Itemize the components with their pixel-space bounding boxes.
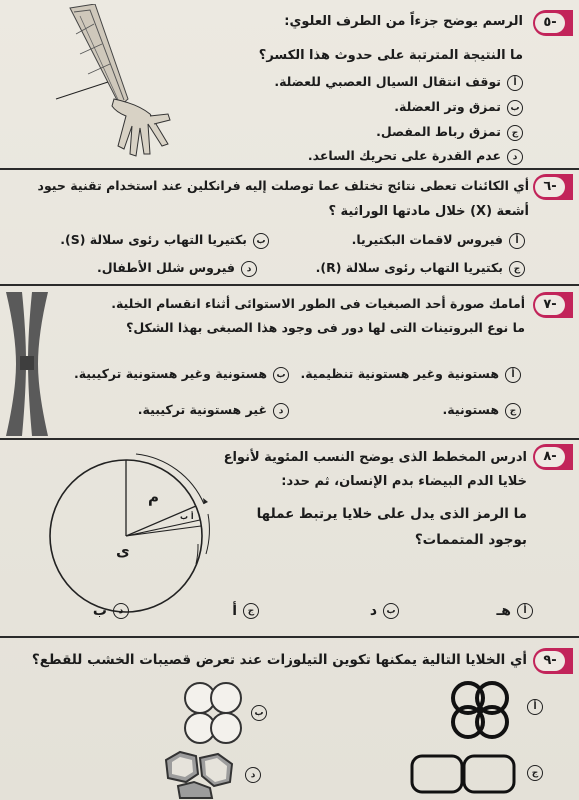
question-5-stem: ما النتيجة المترتبة على حدوث هذا الكسر؟ (258, 48, 523, 63)
q9-option-d-cells-diagram (160, 750, 240, 800)
option-letter: ج (243, 603, 259, 619)
question-7-line-2: ما نوع البروتينات التى لها دور فى وجود هذا الصبغى بهذا الشكل؟ (126, 320, 525, 335)
option-letter: د (245, 767, 261, 783)
question-8 (0, 440, 579, 638)
option-letter: ب (273, 367, 289, 383)
q5-option-b[interactable]: بتمزق وتر العضلة. (394, 99, 523, 116)
option-letter: ج (509, 261, 525, 277)
question-number-badge: -٩ (533, 648, 573, 674)
question-number-badge: -٥ (533, 10, 573, 36)
pie-label-tiny: أ ب (180, 512, 194, 521)
pie-label-small: م (148, 488, 159, 506)
option-letter: أ (507, 75, 523, 91)
arm-bone-diagram (50, 4, 190, 164)
option-letter: أ (517, 603, 533, 619)
question-9 (0, 640, 579, 800)
question-6 (0, 170, 579, 286)
option-letter: د (507, 149, 523, 165)
q7-option-c[interactable]: جهستونية. (443, 402, 521, 419)
question-number-badge: -٨ (533, 444, 573, 470)
q5-option-a[interactable]: أتوقف انتقال السيال العصبي للعضلة. (274, 74, 523, 91)
option-letter: د (241, 261, 257, 277)
question-6-line-1: أي الكائنات تعطى نتائج تختلف عما توصلت إليه فرانكلين عند استخدام تقنية حيود (37, 178, 529, 193)
option-letter: ب (383, 603, 399, 619)
option-letter: د (113, 603, 129, 619)
q8-option-b[interactable]: بد (370, 603, 399, 619)
option-letter: ج (505, 403, 521, 419)
question-6-line-2: أشعة (X) خلال مادتها الوراثية ؟ (328, 204, 529, 219)
question-8-line-3: ما الرمز الذى يدل على خلايا يرتبط عملها (256, 506, 527, 522)
question-7 (0, 286, 579, 440)
q9-option-a[interactable] (521, 698, 543, 715)
question-5-title: الرسم يوضح جزءاً من الطرف العلوي: (284, 14, 523, 29)
question-number-badge: -٧ (533, 292, 573, 318)
q6-option-b[interactable]: ببكتيريا التهاب رئوى سلالة (S). (60, 232, 269, 249)
question-number-badge: -٦ (533, 174, 573, 200)
white-blood-cell-pie-diagram (40, 444, 220, 614)
q5-option-d[interactable]: دعدم القدرة على تحريك الساعد. (308, 148, 523, 165)
q9-option-a-cells-diagram (448, 678, 512, 742)
q6-option-a[interactable]: أفيروس لاقمات البكتيريا. (352, 232, 525, 249)
q9-option-c-cells-diagram (408, 752, 518, 796)
option-letter: د (273, 403, 289, 419)
q8-option-c[interactable]: جأ (232, 603, 259, 619)
option-letter: أ (505, 367, 521, 383)
chromosome-icon (2, 292, 52, 436)
q5-option-c[interactable]: جتمزق رباط المفصل. (376, 124, 523, 141)
option-letter: ج (507, 125, 523, 141)
q7-option-a[interactable]: أهستونية وغير هستونية تنظيمية. (300, 366, 521, 383)
question-8-line-1: ادرس المخطط الذى يوضح النسب المئوية لأنواع (223, 450, 527, 465)
question-8-line-4: بوجود المتممات؟ (414, 532, 527, 548)
q6-option-d[interactable]: دفيروس شلل الأطفال. (97, 260, 257, 277)
pie-label-big: ى (116, 542, 130, 560)
option-letter: ب (507, 100, 523, 116)
q9-option-c[interactable] (521, 764, 543, 781)
q9-option-b-cells-diagram (178, 680, 248, 750)
option-letter: أ (527, 699, 543, 715)
q7-option-b[interactable]: بهستونية وغير هستونية تركيبية. (74, 366, 289, 383)
option-letter: ج (527, 765, 543, 781)
option-letter: ب (253, 233, 269, 249)
option-letter: أ (509, 233, 525, 249)
q6-option-c[interactable]: جبكتيريا التهاب رئوى سلالة (R). (316, 260, 525, 277)
question-5 (0, 0, 579, 170)
question-8-line-2: خلايا الدم البيضاء بدم الإنسان، ثم حدد: (281, 474, 527, 489)
q9-option-d[interactable] (239, 766, 261, 783)
q8-option-d[interactable]: دب (93, 603, 129, 619)
q9-option-b[interactable] (245, 704, 267, 721)
q7-option-d[interactable]: دغير هستونية تركيبية. (138, 402, 289, 419)
q8-option-a[interactable]: أهـ (497, 603, 534, 619)
option-letter: ب (251, 705, 267, 721)
question-9-stem: أي الخلايا التالية يمكنها تكوين التيلوزات عند تعرض قصيبات الخشب للقطع؟ (31, 652, 527, 668)
question-7-line-1: أمامك صورة أحد الصبغيات فى الطور الاستوائى أثناء انقسام الخلية. (111, 296, 525, 311)
